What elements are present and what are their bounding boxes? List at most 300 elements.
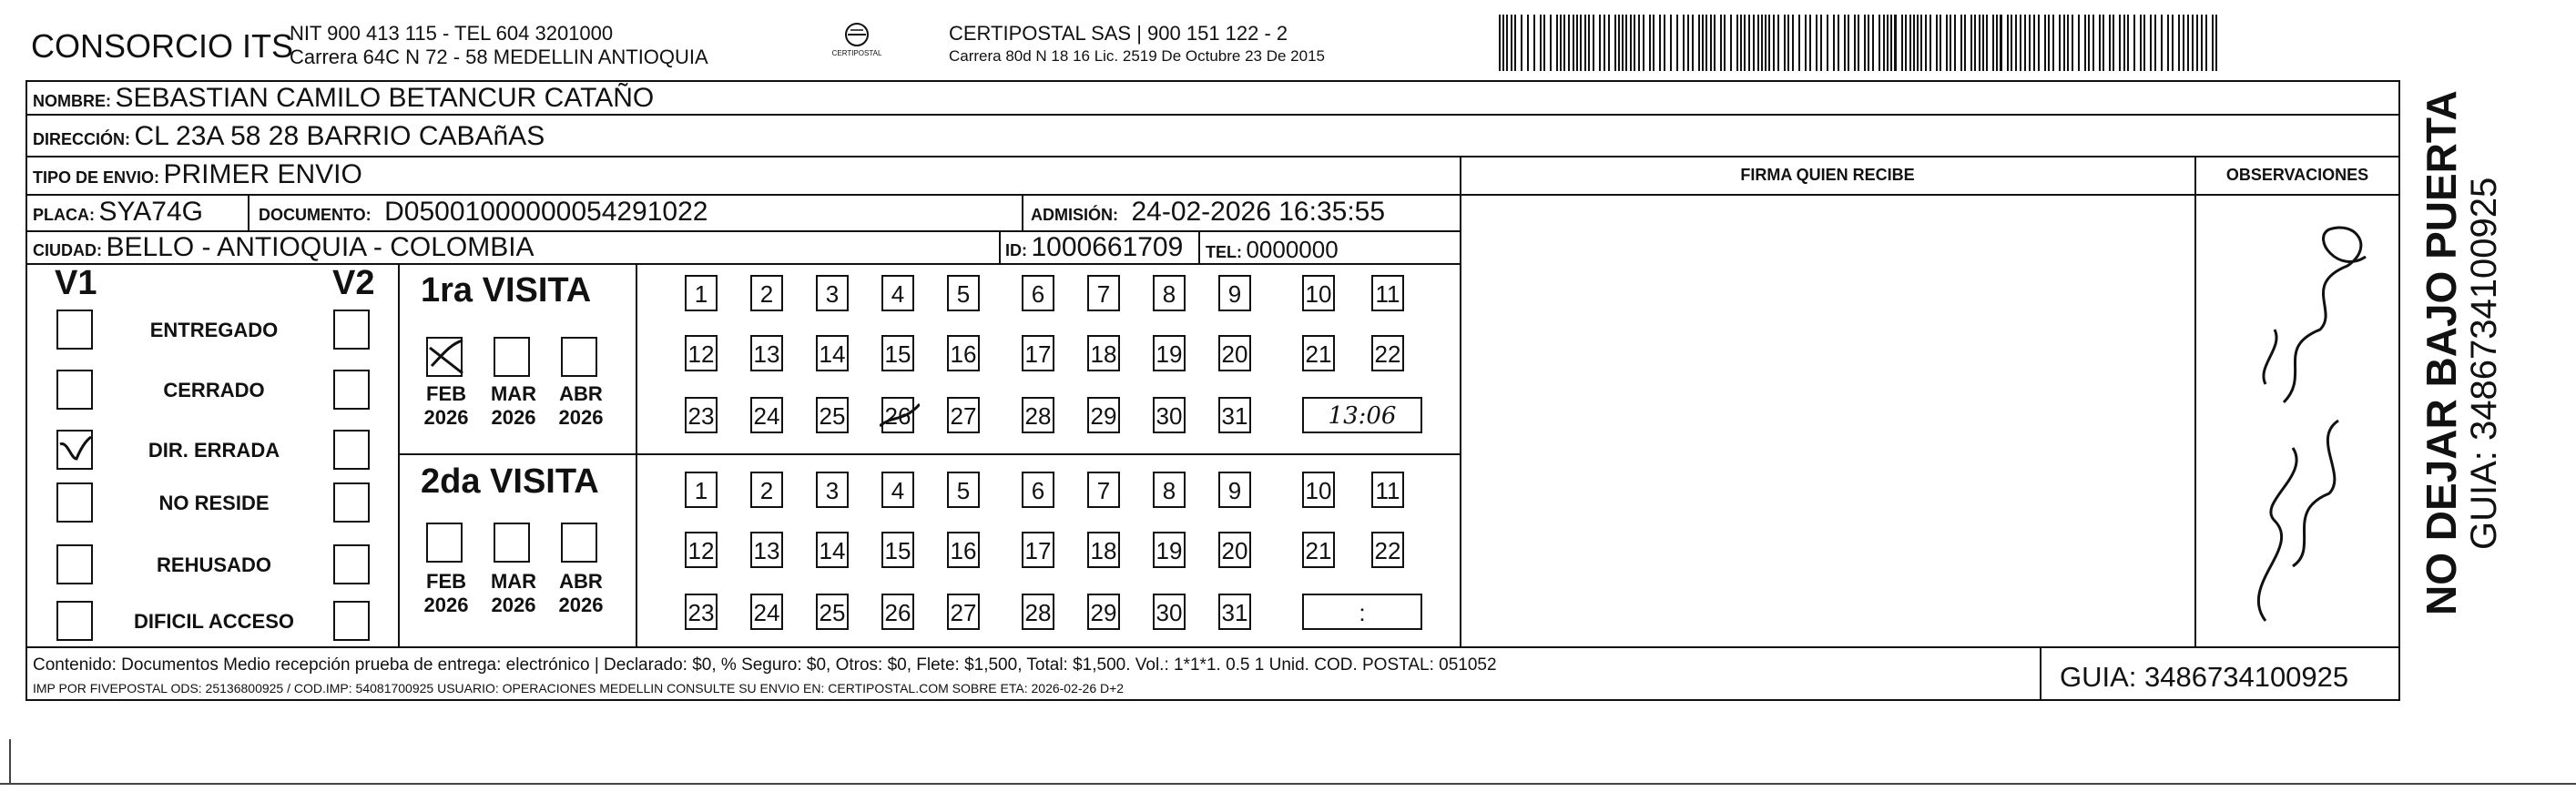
barcode-bar <box>1604 15 1605 71</box>
status-label: NO RESIDE <box>158 492 270 514</box>
status-label: DIR. ERRADA <box>148 439 280 462</box>
barcode-bar <box>2063 15 2065 71</box>
barcode-bar <box>1634 15 1635 71</box>
id-cell <box>1005 232 1183 263</box>
barcode-bar <box>1588 15 1590 71</box>
barcode-bar <box>1844 15 1846 71</box>
barcode-bar <box>1643 15 1644 71</box>
month-name: FEB <box>426 382 466 405</box>
v2-checkbox[interactable] <box>333 482 370 523</box>
day-box[interactable]: 31 <box>1218 397 1251 433</box>
barcode-bar <box>1929 15 1931 71</box>
barcode-bar <box>2059 15 2061 71</box>
barcode-bar <box>1960 15 1962 71</box>
v1-checkbox[interactable] <box>56 310 93 350</box>
day-box[interactable]: 8 <box>1153 472 1186 508</box>
status-label: ENTREGADO <box>149 319 279 341</box>
time-box[interactable]: : <box>1302 594 1422 630</box>
barcode-bar <box>2109 15 2111 71</box>
logo-text: CERTIPOSTAL <box>831 49 882 57</box>
barcode-bar <box>2154 15 2156 71</box>
day-box[interactable]: 22 <box>1371 532 1404 568</box>
tel-value: 0000000 <box>1246 236 1339 263</box>
tel-cell <box>1206 236 1339 264</box>
v1-checkbox[interactable] <box>56 370 93 410</box>
day-box[interactable]: 15 <box>881 335 914 371</box>
barcode-bar <box>1573 15 1574 71</box>
time-box[interactable]: 13:06 <box>1302 397 1422 433</box>
barcode-bar <box>1757 15 1759 71</box>
barcode-bar <box>1664 15 1665 71</box>
barcode-bar <box>2099 15 2101 71</box>
nombre-value: SEBASTIAN CAMILO BETANCUR CATAÑO <box>115 83 655 113</box>
status-label: REHUSADO <box>157 553 271 576</box>
day-box[interactable]: 29 <box>1087 594 1120 630</box>
barcode-bar <box>1792 15 1794 71</box>
barcode-bar <box>1925 15 1927 71</box>
day-box[interactable]: 27 <box>947 594 980 630</box>
day-box[interactable]: 1 <box>685 275 718 311</box>
month-checkbox[interactable] <box>494 337 530 377</box>
day-box[interactable]: 2 <box>750 472 783 508</box>
barcode-bar <box>1533 15 1535 71</box>
barcode-bar <box>2044 15 2046 71</box>
barcode-bar <box>1901 15 1903 71</box>
barcode-bar <box>2183 15 2184 71</box>
day-box[interactable]: 4 <box>881 472 914 508</box>
day-box[interactable]: 16 <box>947 532 980 568</box>
barcode-bar <box>1692 15 1694 71</box>
day-box[interactable]: 26 <box>881 594 914 630</box>
barcode-bar <box>1917 15 1919 71</box>
company-nit: NIT 900 413 115 - TEL 604 3201000 <box>290 22 614 45</box>
day-box[interactable]: 28 <box>1022 594 1054 630</box>
barcode-bar <box>1858 15 1859 71</box>
month-year: 2026 <box>558 594 604 616</box>
barcode-bar <box>1550 15 1552 71</box>
barcode-bar <box>1584 15 1586 71</box>
barcode-bar <box>1676 15 1678 71</box>
barcode-bar <box>1499 15 1501 71</box>
month-checkbox[interactable] <box>426 337 463 377</box>
barcode-bar <box>1618 15 1620 71</box>
v1-checkbox[interactable] <box>56 544 93 584</box>
day-box[interactable]: 18 <box>1087 532 1120 568</box>
id-label: ID: <box>1005 241 1027 259</box>
observaciones-header: OBSERVACIONES <box>2225 166 2369 184</box>
month-year: 2026 <box>491 594 536 616</box>
barcode-bar <box>1864 15 1866 71</box>
v2-checkbox[interactable] <box>333 430 370 470</box>
barcode-bar <box>2015 15 2017 71</box>
barcode-bar <box>1986 15 1988 71</box>
barcode-bar <box>1599 15 1601 71</box>
barcode-bar <box>1879 15 1880 71</box>
barcode-bar <box>1698 15 1700 71</box>
barcode-bar <box>2161 15 2163 71</box>
barcode <box>1497 15 2222 71</box>
day-box[interactable]: 25 <box>816 594 849 630</box>
barcode-bar <box>1838 15 1839 71</box>
barcode-bar <box>2052 15 2054 71</box>
month-label <box>552 382 610 430</box>
day-box[interactable]: 13 <box>750 335 783 371</box>
barcode-bar <box>1659 15 1661 71</box>
handwritten-signature <box>2202 202 2393 645</box>
barcode-bar <box>2178 15 2180 71</box>
day-box[interactable]: 23 <box>685 594 718 630</box>
barcode-bar <box>1950 15 1951 71</box>
side-guia: GUIA: 3486734100925 <box>2464 177 2504 550</box>
barcode-bar <box>1833 15 1835 71</box>
strike-mark-icon <box>880 399 920 435</box>
barcode-bar <box>1883 15 1885 71</box>
day-box[interactable]: 8 <box>1153 275 1186 311</box>
barcode-bar <box>2205 15 2207 71</box>
barcode-bar <box>1576 15 1578 71</box>
day-box[interactable]: 12 <box>685 335 718 371</box>
barcode-bar <box>1608 15 1610 71</box>
barcode-bar <box>1630 15 1632 71</box>
barcode-bar <box>1502 15 1504 71</box>
barcode-bar <box>1954 15 1956 71</box>
barcode-bar <box>2033 15 2035 71</box>
day-box[interactable]: 16 <box>947 335 980 371</box>
day-box[interactable]: 18 <box>1087 335 1120 371</box>
month-year: 2026 <box>558 406 604 429</box>
carrier-address: Carrera 80d N 18 16 Lic. 2519 De Octubre 23 De 2015 <box>949 47 1325 65</box>
barcode-bar <box>2150 15 2152 71</box>
barcode-bar <box>2140 15 2142 71</box>
v2-checkbox[interactable] <box>333 370 370 410</box>
month-label <box>417 570 475 617</box>
barcode-bar <box>1970 15 1972 71</box>
barcode-bar <box>1872 15 1874 71</box>
barcode-bar <box>1748 15 1750 71</box>
barcode-bar <box>1625 15 1627 71</box>
v2-checkbox[interactable] <box>333 601 370 641</box>
barcode-bar <box>1638 15 1640 71</box>
barcode-bar <box>1563 15 1565 71</box>
footer-guia: GUIA: 3486734100925 <box>2060 661 2349 693</box>
barcode-bar <box>1765 15 1767 71</box>
day-box[interactable]: 3 <box>816 275 849 311</box>
month-label <box>552 570 610 617</box>
status-label: CERRADO <box>163 379 265 401</box>
barcode-bar <box>1868 15 1869 71</box>
barcode-bar <box>1506 15 1508 71</box>
day-box[interactable]: 19 <box>1153 335 1186 371</box>
barcode-bar <box>1787 15 1789 71</box>
tel-label: TEL: <box>1206 243 1242 261</box>
barcode-bar <box>1946 15 1948 71</box>
side-warning: NO DEJAR BAJO PUERTA <box>2418 90 2465 615</box>
admision-label: ADMISIÓN: <box>1031 206 1118 224</box>
barcode-bar <box>1568 15 1570 71</box>
barcode-bar <box>1777 15 1779 71</box>
barcode-bar <box>2215 15 2217 71</box>
barcode-bar <box>1710 15 1712 71</box>
barcode-bar <box>2088 15 2090 71</box>
barcode-bar <box>1773 15 1775 71</box>
certipostal-logo <box>827 20 887 64</box>
direccion-label: DIRECCIÓN: <box>33 130 130 148</box>
day-box[interactable]: 24 <box>750 397 783 433</box>
barcode-bar <box>1720 15 1722 71</box>
barcode-bar <box>1854 15 1856 71</box>
barcode-bar <box>1913 15 1915 71</box>
barcode-bar <box>2133 15 2135 71</box>
v1-checkbox[interactable] <box>56 430 93 470</box>
id-value: 1000661709 <box>1031 232 1184 262</box>
barcode-bar <box>1653 15 1655 71</box>
barcode-bar <box>2212 15 2214 71</box>
day-box[interactable]: 21 <box>1302 532 1335 568</box>
admision-cell <box>1031 197 1385 228</box>
month-name: ABR <box>559 382 603 405</box>
barcode-bar <box>1890 15 1892 71</box>
barcode-bar <box>2020 15 2021 71</box>
barcode-bar <box>1514 15 1516 71</box>
barcode-bar <box>2048 15 2050 71</box>
day-box[interactable]: 30 <box>1153 594 1186 630</box>
month-name: ABR <box>559 570 603 593</box>
month-name: FEB <box>426 570 466 593</box>
day-box[interactable]: 30 <box>1153 397 1186 433</box>
documento-value: D05001000000054291022 <box>384 197 708 227</box>
barcode-bar <box>1936 15 1938 71</box>
day-box[interactable]: 3 <box>816 472 849 508</box>
month-label <box>484 570 543 617</box>
day-box[interactable]: 7 <box>1087 472 1120 508</box>
barcode-bar <box>1740 15 1742 71</box>
v2-checkbox[interactable] <box>333 310 370 350</box>
day-box[interactable]: 17 <box>1022 532 1054 568</box>
v1-checkbox[interactable] <box>56 601 93 641</box>
direccion-row <box>33 121 545 152</box>
month-checkbox[interactable] <box>561 523 597 563</box>
barcode-bar <box>2103 15 2104 71</box>
barcode-bar <box>1979 15 1980 71</box>
month-label <box>417 382 475 430</box>
month-name: MAR <box>490 382 537 405</box>
barcode-bar <box>1744 15 1746 71</box>
day-box[interactable]: 26 <box>881 397 914 433</box>
ciudad-cell <box>33 232 535 263</box>
day-box[interactable]: 6 <box>1022 275 1054 311</box>
barcode-bar <box>1593 15 1594 71</box>
check-mark-icon <box>428 339 464 379</box>
documento-cell <box>259 197 708 228</box>
barcode-bar <box>1798 15 1800 71</box>
barcode-bar <box>1887 15 1889 71</box>
day-box[interactable]: 4 <box>881 275 914 311</box>
barcode-bar <box>1940 15 1941 71</box>
day-box[interactable]: 14 <box>816 532 849 568</box>
barcode-bar <box>2113 15 2114 71</box>
ciudad-value: BELLO - ANTIOQUIA - COLOMBIA <box>106 232 535 262</box>
footer-imp: IMP POR FIVEPOSTAL ODS: 25136800925 / COD.IMP: 54081700925 USUARIO: OPERACIONES MEDELLIN CONSULTE SU ENVIO EN: CERTIPOSTAL.COM SOBRE ETA: 2026-02-26 D+2 <box>33 681 1125 696</box>
barcode-bar <box>2024 15 2026 71</box>
tipo-label: TIPO DE ENVIO: <box>33 168 160 187</box>
day-box[interactable]: 10 <box>1302 275 1335 311</box>
day-box[interactable]: 15 <box>881 532 914 568</box>
placa-cell <box>33 197 203 228</box>
barcode-bar <box>2038 15 2040 71</box>
day-box[interactable]: 5 <box>947 472 980 508</box>
barcode-bar <box>1736 15 1738 71</box>
barcode-bar <box>2192 15 2194 71</box>
barcode-bar <box>1511 15 1512 71</box>
day-box[interactable]: 21 <box>1302 335 1335 371</box>
barcode-bar <box>1543 15 1545 71</box>
nombre-label: NOMBRE: <box>33 92 111 110</box>
barcode-bar <box>2172 15 2174 71</box>
day-box[interactable]: 17 <box>1022 335 1054 371</box>
day-box[interactable]: 7 <box>1087 275 1120 311</box>
day-box[interactable]: 24 <box>750 594 783 630</box>
barcode-bar <box>1848 15 1849 71</box>
day-box[interactable]: 11 <box>1371 275 1404 311</box>
day-box[interactable]: 11 <box>1371 472 1404 508</box>
barcode-bar <box>1827 15 1828 71</box>
day-box[interactable]: 29 <box>1087 397 1120 433</box>
barcode-bar <box>2029 15 2031 71</box>
day-box[interactable]: 20 <box>1218 532 1251 568</box>
visit1-title: 1ra VISITA <box>421 271 592 310</box>
barcode-bar <box>2123 15 2125 71</box>
day-box[interactable]: 23 <box>685 397 718 433</box>
barcode-bar <box>2196 15 2198 71</box>
barcode-bar <box>1705 15 1707 71</box>
visit2-title: 2da VISITA <box>421 462 599 501</box>
barcode-bar <box>1909 15 1911 71</box>
v2-checkbox[interactable] <box>333 544 370 584</box>
barcode-bar <box>1982 15 1984 71</box>
barcode-bar <box>1730 15 1732 71</box>
barcode-bar <box>1905 15 1907 71</box>
direccion-value: CL 23A 58 28 BARRIO CABAñAS <box>134 121 545 151</box>
barcode-bar <box>1920 15 1922 71</box>
barcode-bar <box>1714 15 1716 71</box>
barcode-bar <box>2011 15 2012 71</box>
barcode-bar <box>1580 15 1582 71</box>
company-address: Carrera 64C N 72 - 58 MEDELLIN ANTIOQUIA <box>290 46 708 68</box>
month-checkbox[interactable] <box>561 337 597 377</box>
day-box[interactable]: 5 <box>947 275 980 311</box>
month-label <box>484 382 543 430</box>
barcode-bar <box>1996 15 1998 71</box>
barcode-bar <box>2072 15 2073 71</box>
barcode-bar <box>2127 15 2129 71</box>
barcode-bar <box>1964 15 1966 71</box>
barcode-bar <box>1560 15 1562 71</box>
barcode-bar <box>1753 15 1755 71</box>
v1-checkbox[interactable] <box>56 482 93 523</box>
carrier-name: CERTIPOSTAL SAS | 900 151 122 - 2 <box>949 22 1288 45</box>
month-year: 2026 <box>423 594 469 616</box>
barcode-bar <box>1521 15 1522 71</box>
admision-value: 24-02-2026 16:35:55 <box>1131 197 1386 227</box>
day-box[interactable]: 10 <box>1302 472 1335 508</box>
month-year: 2026 <box>491 406 536 429</box>
ciudad-label: CIUDAD: <box>33 241 102 259</box>
tipo-row <box>33 159 362 190</box>
barcode-bar <box>1805 15 1807 71</box>
day-box[interactable]: 2 <box>750 275 783 311</box>
barcode-bar <box>1724 15 1726 71</box>
month-checkbox[interactable] <box>426 523 463 563</box>
day-box[interactable]: 13 <box>750 532 783 568</box>
barcode-bar <box>1809 15 1811 71</box>
barcode-bar <box>1687 15 1689 71</box>
barcode-bar <box>2201 15 2203 71</box>
barcode-bar <box>1992 15 1994 71</box>
day-box[interactable]: 9 <box>1218 275 1251 311</box>
day-box[interactable]: 27 <box>947 397 980 433</box>
barcode-bar <box>2167 15 2169 71</box>
v1-header: V1 <box>55 264 97 302</box>
company-name: CONSORCIO ITS <box>31 27 294 65</box>
barcode-bar <box>1761 15 1763 71</box>
barcode-bar <box>2119 15 2121 71</box>
day-box[interactable]: 25 <box>816 397 849 433</box>
status-label: DIFICIL ACCESO <box>133 610 294 633</box>
barcode-bar <box>1649 15 1651 71</box>
barcode-bar <box>1540 15 1542 71</box>
barcode-bar <box>2000 15 2002 71</box>
barcode-bar <box>1614 15 1616 71</box>
barcode-bar <box>1556 15 1558 71</box>
month-name: MAR <box>490 570 537 593</box>
day-box[interactable]: 19 <box>1153 532 1186 568</box>
barcode-bar <box>1683 15 1685 71</box>
barcode-bar <box>1670 15 1672 71</box>
day-box[interactable]: 31 <box>1218 594 1251 630</box>
day-box[interactable]: 20 <box>1218 335 1251 371</box>
barcode-bar <box>2092 15 2094 71</box>
month-checkbox[interactable] <box>494 523 530 563</box>
barcode-bar <box>2067 15 2069 71</box>
nombre-row <box>33 83 654 114</box>
barcode-bar <box>1702 15 1704 71</box>
month-year: 2026 <box>423 406 469 429</box>
barcode-bar <box>1527 15 1529 71</box>
day-box[interactable]: 9 <box>1218 472 1251 508</box>
day-box[interactable]: 1 <box>685 472 718 508</box>
barcode-bar <box>1816 15 1817 71</box>
documento-label: DOCUMENTO: <box>259 206 372 224</box>
day-box[interactable]: 22 <box>1371 335 1404 371</box>
barcode-bar <box>2078 15 2080 71</box>
barcode-bar <box>1768 15 1770 71</box>
placa-value: SYA74G <box>98 197 203 227</box>
day-box[interactable]: 14 <box>816 335 849 371</box>
day-box[interactable]: 6 <box>1022 472 1054 508</box>
barcode-bar <box>1784 15 1786 71</box>
barcode-bar <box>2187 15 2189 71</box>
firma-header: FIRMA QUIEN RECIBE <box>1740 166 1915 184</box>
barcode-bar <box>1820 15 1822 71</box>
tipo-value: PRIMER ENVIO <box>163 159 362 189</box>
footer-contenido: Contenido: Documentos Medio recepción prueba de entrega: electrónico | Declarado: $0, % Seguro: $0, Otros: $0, Flete: $1,500, Total: $1,500. Vol.: 1*1*1. 0.5 1 Unid. COD. POSTAL: 051052 <box>33 655 1497 675</box>
barcode-bar <box>2007 15 2009 71</box>
day-box[interactable]: 12 <box>685 532 718 568</box>
day-box[interactable]: 28 <box>1022 397 1054 433</box>
placa-label: PLACA: <box>33 206 95 224</box>
barcode-bar <box>2084 15 2086 71</box>
barcode-bar <box>1894 15 1897 71</box>
